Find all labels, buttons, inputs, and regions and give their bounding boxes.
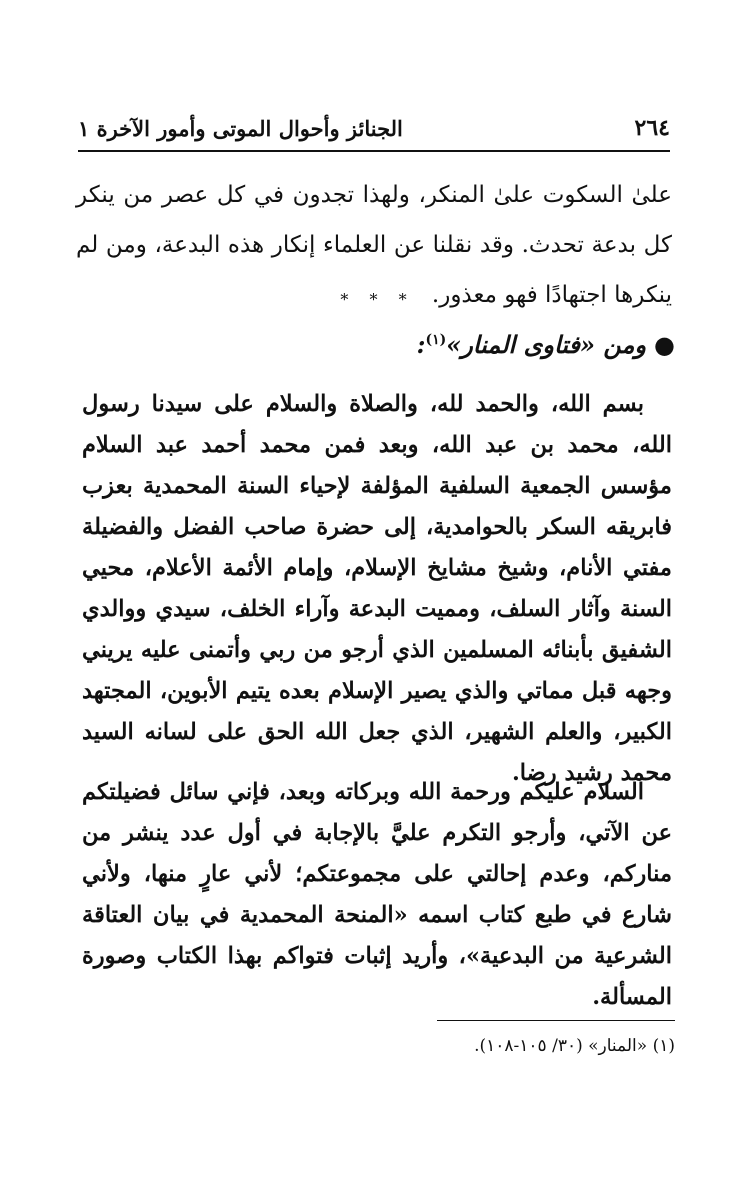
page-number: ٢٦٤ — [634, 115, 670, 141]
header-rule — [78, 150, 670, 152]
footnote-marker: (١) — [425, 332, 447, 348]
footnote: (١) «المنار» (٣٠/ ١٠٥-١٠٨). — [474, 1036, 675, 1056]
running-title: الجنائز وأحوال الموتى وأمور الآخرة ١ — [78, 115, 403, 141]
page-header — [78, 108, 670, 148]
footnote-rule — [437, 1020, 675, 1021]
section-separator: * * * — [340, 290, 415, 309]
bullet-icon: ● — [654, 330, 675, 359]
section-heading-text: ومن «فتاوى المنار» — [446, 330, 647, 359]
section-heading — [417, 330, 675, 359]
fatwa-letter-question: السلام عليكم ورحمة الله وبركاته وبعد، فإني سائل فضيلتكم عن الآتي، وأرجو التكرم عليَّ بالإجابة في أول عدد ينشر من مناركم، وعدم إحالتي على مجموعتكم؛ لأني عارٍ منها، ولأني شارع في طبع كتاب اسمه «المنحة المحمدية في بيان العتاقة الشرعية من البدعية»، وأريد إثبات فتواكم بهذا الكتاب وصورة المسألة. — [82, 779, 672, 1010]
fatwa-letter-salutation: بسم الله، والحمد لله، والصلاة والسلام على سيدنا رسول الله، محمد بن عبد الله، وبعد فمن محمد أحمد عبد السلام مؤسس الجمعية السلفية المؤلفة لإحياء السنة المحمدية بعزب فابريقه السكر بالحوامدية، إلى حضرة صاحب الفضل والفضيلة مفتي الأنام، وشيخ مشايخ الإسلام، وإمام الأئمة الأعلام، محيي السنة وآثار السلف، ومميت البدعة وآراء الخلف، سيدي ووالدي الشفيق بأبنائه المسلمين الذي أرجو من ربي وأتمنى عليه يريني وجهه قبل مماتي والذي يصير الإسلام بعده يتيم الأبوين، المجتهد الكبير، والعلم الشهير، الذي جعل الله الحق على لسانه السيد محمد رشيد رضا. — [82, 391, 672, 786]
paragraph-continuation: علىٰ السكوت علىٰ المنكر، ولهذا تجدون في كل عصر من ينكر كل بدعة تحدث. وقد نقلنا عن العلماء إنكار هذه البدعة، ومن لم ينكرها اجتهادًا فهو معذور. — [76, 182, 672, 308]
heading-colon: : — [416, 330, 426, 359]
